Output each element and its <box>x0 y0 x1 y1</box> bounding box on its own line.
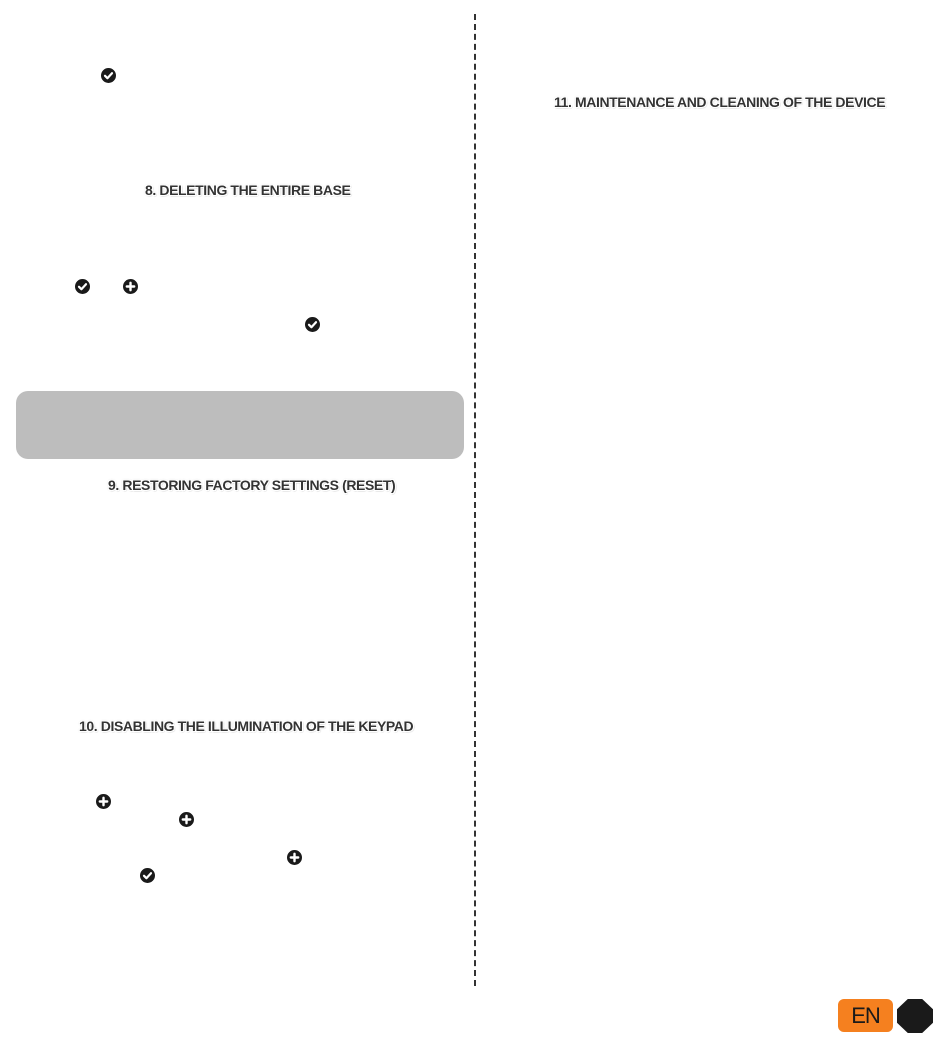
plus-circle-icon <box>96 794 111 809</box>
plus-circle-icon <box>287 850 302 865</box>
section-9-heading: 9. RESTORING FACTORY SETTINGS (RESET) <box>108 477 396 493</box>
section-10-heading: 10. DISABLING THE ILLUMINATION OF THE KEYPAD <box>79 718 414 734</box>
column-divider <box>474 14 476 986</box>
page-number-marker <box>897 999 933 1033</box>
check-circle-icon <box>101 68 116 83</box>
language-badge: EN <box>838 999 893 1032</box>
section-8-heading: 8. DELETING THE ENTIRE BASE <box>145 182 351 198</box>
check-circle-icon <box>75 279 90 294</box>
plus-circle-icon <box>123 279 138 294</box>
section-11-heading: 11. MAINTENANCE AND CLEANING OF THE DEVICE <box>554 94 886 110</box>
plus-circle-icon <box>179 812 194 827</box>
check-circle-icon <box>140 868 155 883</box>
note-box <box>16 391 464 459</box>
check-circle-icon <box>305 317 320 332</box>
